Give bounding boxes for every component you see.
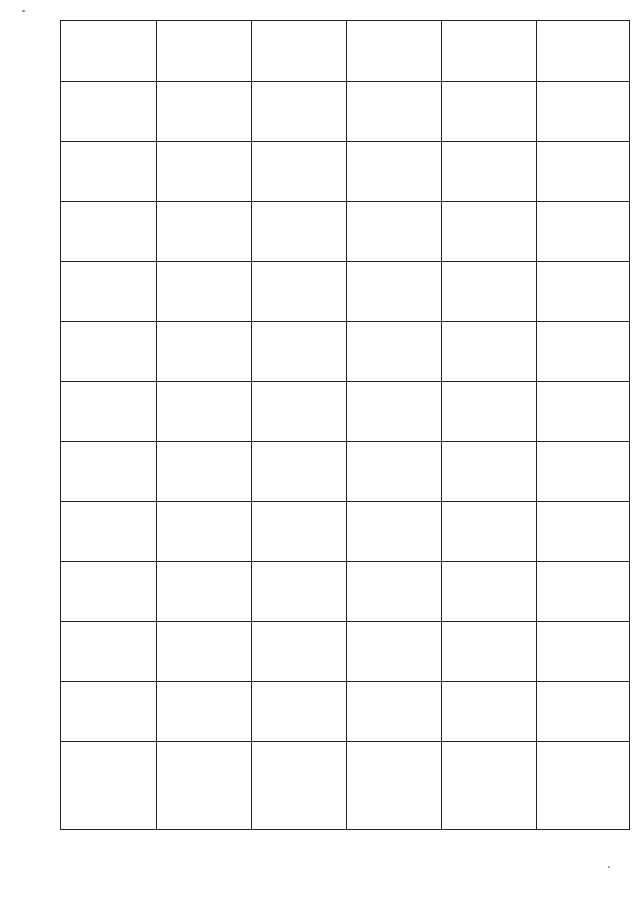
table-row-divider bbox=[61, 381, 629, 382]
table-column-divider bbox=[536, 21, 537, 829]
table-row-divider bbox=[61, 621, 629, 622]
table-row-divider bbox=[61, 561, 629, 562]
table-row-divider bbox=[61, 321, 629, 322]
table-column-divider bbox=[441, 21, 442, 829]
table-row-divider bbox=[61, 501, 629, 502]
table-row-divider bbox=[61, 201, 629, 202]
table-column-divider bbox=[346, 21, 347, 829]
table-column-divider bbox=[156, 21, 157, 829]
table-column-divider bbox=[251, 21, 252, 829]
table-row-divider bbox=[61, 441, 629, 442]
table-row-divider bbox=[61, 681, 629, 682]
table-row-divider bbox=[61, 141, 629, 142]
table-row-divider bbox=[61, 81, 629, 82]
scan-speck bbox=[22, 10, 25, 12]
scan-speck bbox=[608, 866, 610, 868]
data-table bbox=[60, 20, 630, 830]
table-row-divider bbox=[61, 261, 629, 262]
table-row-divider bbox=[61, 741, 629, 742]
